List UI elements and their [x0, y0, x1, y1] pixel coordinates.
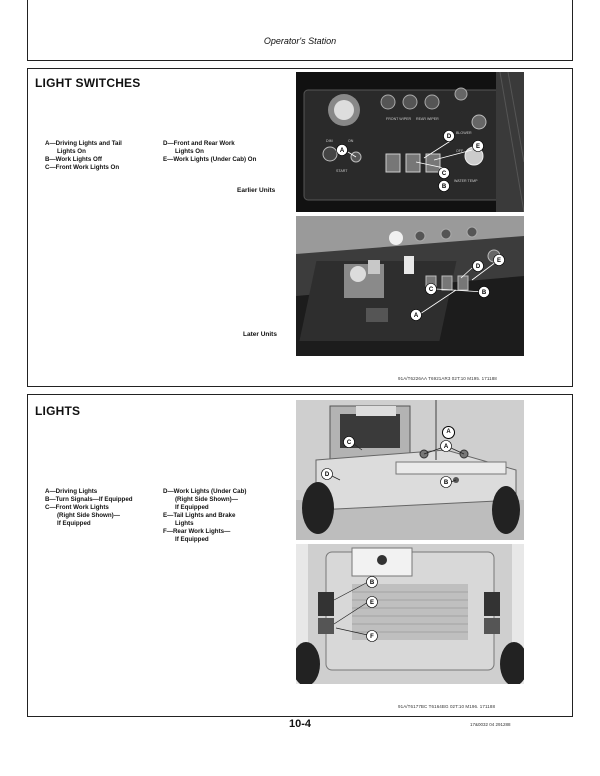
- section1-reference-code: 91A/T6226AA T6921AR3 02T:10 M195. 171188: [398, 376, 497, 381]
- photo-earlier-units-switch-panel: [296, 72, 524, 212]
- callout-b-label: B: [443, 480, 449, 487]
- page-border-right: [572, 0, 573, 60]
- legend-item-a: A—Driving Lights and Tail: [45, 140, 122, 147]
- page-number: 10-4: [288, 718, 312, 730]
- caption-earlier-units: Earlier Units: [237, 187, 276, 194]
- legend-item-d-cont: Lights On: [175, 148, 204, 155]
- photo-later-units-switch-panel: [296, 216, 524, 356]
- page-border-left: [27, 0, 28, 60]
- legend-item-c-cont: (Right Side Shown)—: [57, 512, 120, 519]
- legend-item-e-cont: Lights: [175, 520, 194, 527]
- callout-e-label: E: [475, 144, 481, 151]
- callout-a-label: A: [443, 444, 449, 451]
- callout-f-label: F: [370, 634, 374, 641]
- panel-label-on: ON: [348, 139, 354, 143]
- section2-border-right: [572, 394, 573, 716]
- footer-reference-code: 17&0032 04 291288: [470, 722, 511, 727]
- legend-item-b: B—Work Lights Off: [45, 156, 102, 163]
- callout-e-label: E: [369, 600, 375, 607]
- section2-reference-code: 91A/T6177BC T6164BG 02T:10 M196. 171188: [398, 704, 496, 709]
- legend-item-a-cont: Lights On: [57, 148, 86, 155]
- callout-c-label: C: [346, 440, 352, 447]
- panel-label-blower: BLOWER: [456, 131, 472, 135]
- section1-legend-right: [163, 140, 256, 164]
- section2-border-top: [27, 394, 573, 395]
- legend-item-d: D—Front and Rear Work: [163, 140, 235, 147]
- panel-label-front-wiper: FRONT WIPER: [386, 117, 412, 121]
- panel-label-start: START: [336, 169, 348, 173]
- section2-border-bottom: [27, 716, 573, 717]
- legend-item-e: E—Tail Lights and Brake: [163, 512, 236, 519]
- panel-label-water-temp: WATER TEMP: [454, 179, 478, 183]
- callout-b-label: B: [441, 184, 447, 191]
- legend-item-d-cont: (Right Side Shown)—: [175, 496, 238, 503]
- callout-e-label: E: [496, 258, 502, 265]
- callout-c-label: C: [428, 287, 434, 294]
- photo-grader-front-lights: [296, 400, 524, 540]
- section1-border-top: [27, 68, 573, 69]
- section1-border-right: [572, 68, 573, 386]
- page-header-title: Operator's Station: [263, 36, 337, 46]
- legend-item-b: B—Turn Signals—If Equipped: [45, 496, 133, 503]
- legend-item-c: C—Front Work Lights: [45, 504, 109, 511]
- callout-d-label: D: [324, 472, 330, 479]
- callout-d-label: D: [446, 134, 452, 141]
- section1-border-left: [27, 68, 28, 386]
- legend-item-c: C—Front Work Lights On: [45, 164, 120, 171]
- callout-c-label: C: [441, 171, 447, 178]
- section1-title: LIGHT SWITCHES: [35, 76, 141, 90]
- callout-a-label: A: [339, 148, 345, 155]
- callout-a-label: A: [413, 313, 419, 320]
- header-rule: [27, 60, 573, 61]
- section2-title: LIGHTS: [35, 404, 81, 418]
- legend-item-d-cont2: If Equipped: [175, 504, 209, 511]
- section2-legend-left: [45, 488, 133, 528]
- legend-item-a: A—Driving Lights: [45, 488, 98, 495]
- callout-b-label: B: [369, 580, 375, 587]
- callout-b-label: B: [481, 290, 487, 297]
- photo3-second-a-callout: A: [442, 426, 455, 439]
- panel-label-rear-wiper: REAR WIPER: [416, 117, 439, 121]
- panel-label-off: OFF: [456, 149, 464, 153]
- legend-item-c-cont2: If Equipped: [57, 520, 91, 527]
- section2-legend-right: [163, 488, 246, 544]
- legend-item-f: F—Rear Work Lights—: [163, 528, 231, 535]
- legend-item-d: D—Work Lights (Under Cab): [163, 488, 247, 495]
- caption-later-units: Later Units: [243, 331, 277, 338]
- callout-d-label: D: [475, 264, 481, 271]
- panel-label-dim: DIM: [326, 139, 333, 143]
- section1-legend-left: [45, 140, 122, 172]
- photo-grader-rear-lights: [296, 544, 524, 684]
- legend-item-f-cont: If Equipped: [175, 536, 209, 543]
- legend-item-e: E—Work Lights (Under Cab) On: [163, 156, 257, 163]
- section1-border-bottom: [27, 386, 573, 387]
- section2-border-left: [27, 394, 28, 716]
